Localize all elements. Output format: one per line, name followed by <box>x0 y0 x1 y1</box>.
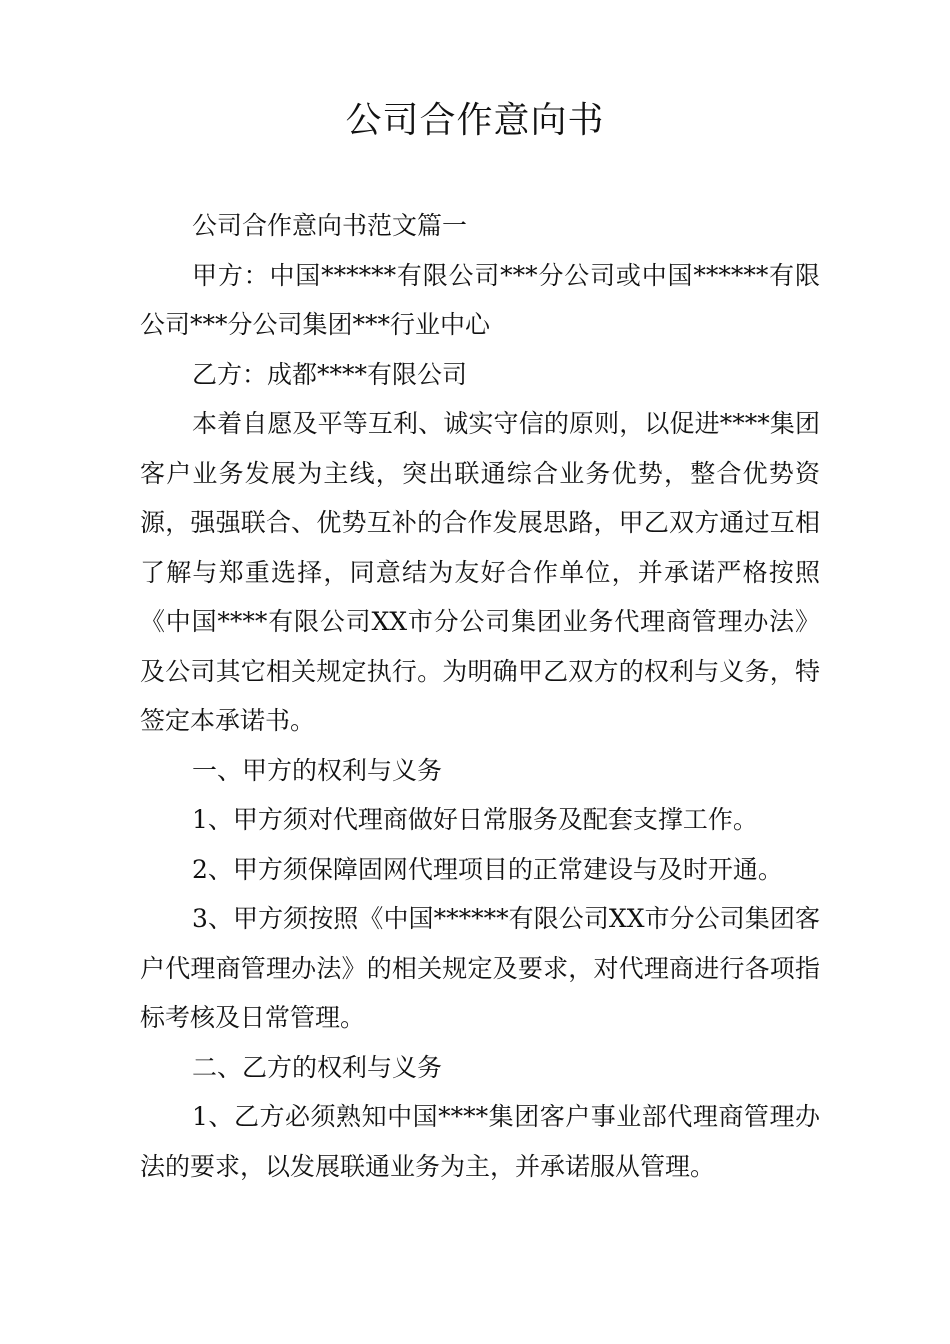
section-heading-party-b: 二、乙方的权利与义务 <box>192 1052 443 1082</box>
clause-a-1: 1、甲方须对代理商做好日常服务及配套支撑工作。 <box>192 805 758 834</box>
paragraph-party-a: 甲方：中国******有限公司***分公司或中国******有限公司***分公司集团***行业中心 <box>140 260 820 339</box>
document-title: 公司合作意向书 <box>345 100 605 141</box>
paragraph-party-b: 乙方：成都****有限公司 <box>192 359 468 389</box>
paragraph-heading: 公司合作意向书范文篇一 <box>192 211 468 240</box>
clause-b-1: 1、乙方必须熟知中国****集团客户事业部代理商管理办法的要求，以发展联通业务为主，并承诺服从管理。 <box>140 1102 820 1181</box>
paragraph-preamble: 本着自愿及平等互利、诚实守信的原则，以促进****集团客户业务发展为主线，突出联通综合业务优势，整合优势资源，强强联合、优势互补的合作发展思路，甲乙双方通过互相了解与郑重选择，同意结为友好合作单位，并承诺严格按照《中国****有限公司XX市分公司集团业务代理商管理办法》及公司其它相关规定执行。为明确甲乙双方的权利与义务，特签定本承诺书。 <box>140 409 820 735</box>
clause-a-2: 2、甲方须保障固网代理项目的正常建设与及时开通。 <box>192 854 783 884</box>
document-body <box>140 201 820 1191</box>
section-heading-party-a: 一、甲方的权利与义务 <box>192 755 443 785</box>
clause-a-3: 3、甲方须按照《中国******有限公司XX市分公司集团客户代理商管理办法》的相关规定及要求，对代理商进行各项指标考核及日常管理。 <box>140 904 820 1032</box>
